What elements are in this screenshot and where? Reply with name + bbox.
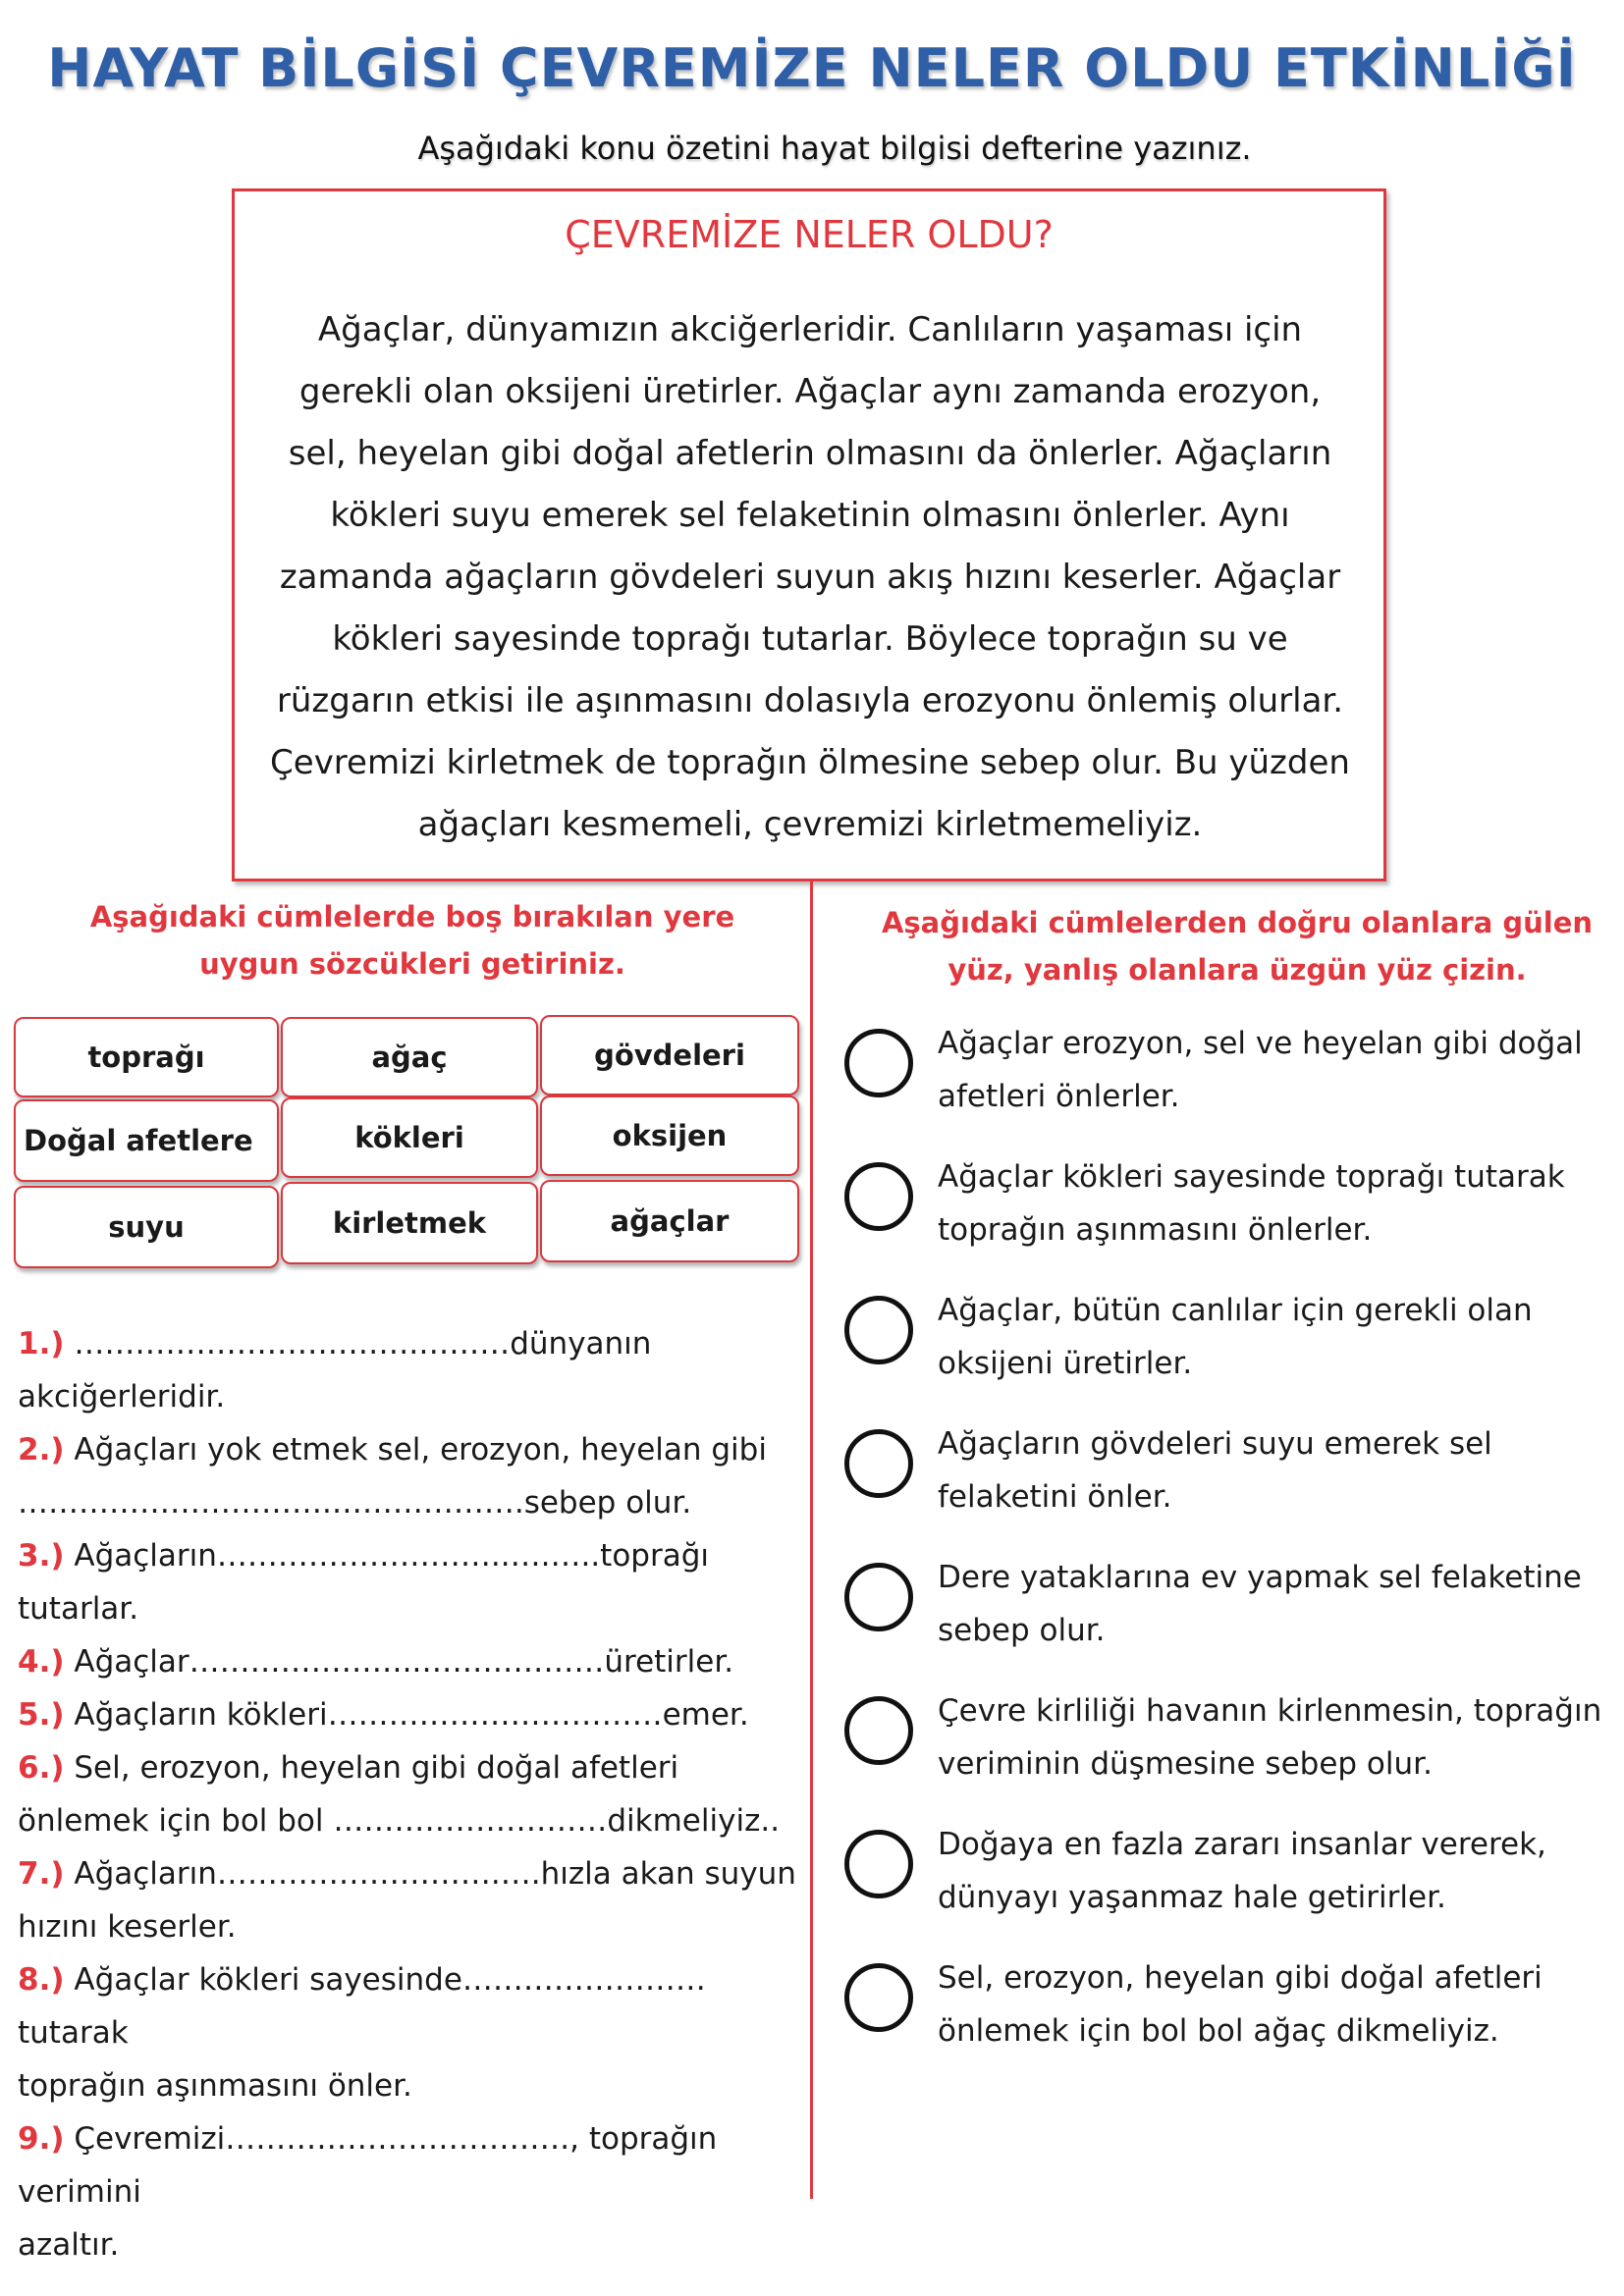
fill-item-number: 8.) [18, 1962, 65, 1998]
tf-item-line: sebep olur. [938, 1613, 1106, 1648]
answer-circle[interactable] [844, 1296, 913, 1364]
fill-item-text: azaltır. [18, 2227, 120, 2263]
fill-item-text: Ağaçlar…………………..………………üretirler. [64, 1644, 734, 1680]
word-box: kökleri [281, 1097, 538, 1178]
answer-circle[interactable] [844, 1563, 913, 1631]
tf-item-text [938, 1551, 1605, 1657]
fill-item [18, 2059, 803, 2112]
fill-item [18, 1423, 803, 1476]
summary-line: kökleri sayesinde toprağı tutarlar. Böylece toprağın su ve [332, 619, 1288, 659]
tf-heading-line: yüz, yanlış olanlara üzgün yüz çizin. [947, 953, 1527, 987]
summary-line: Çevremizi kirletmek de toprağın ölmesine sebep olur. Bu yüzden [270, 743, 1350, 782]
answer-circle[interactable] [844, 1429, 913, 1498]
fill-item-text: Ağaçların………………………..….…..toprağı tutarlar. [18, 1538, 710, 1627]
fill-item [18, 1688, 803, 1741]
fill-item-text: Ağaçları yok etmek sel, erozyon, heyelan gibi [64, 1432, 767, 1468]
answer-circle[interactable] [844, 1029, 913, 1097]
fill-item-text: ………………………….……………….sebep olur. [18, 1485, 692, 1521]
fill-item-number: 2.) [18, 1432, 65, 1468]
summary-line: gerekli olan oksijeni üretirler. Ağaçlar aynı zamanda erozyon, [298, 372, 1322, 411]
tf-item-text [938, 1818, 1605, 1924]
tf-item [844, 1150, 1610, 1258]
fill-item [18, 1635, 803, 1688]
tf-item-text [938, 1150, 1605, 1256]
fill-heading-line: uygun sözcükleri getiriniz. [199, 947, 625, 981]
summary-box [232, 188, 1386, 881]
word-box: toprağı [14, 1017, 279, 1097]
word-box: suyu [14, 1186, 279, 1268]
fill-item [18, 1794, 803, 1847]
tf-item-line: dünyayı yaşanmaz hale getirirler. [938, 1880, 1446, 1915]
summary-line: sel, heyelan gibi doğal afetlerin olmasını da önlerler. Ağaçların [288, 434, 1332, 473]
fill-item-text: …………………………….………dünyanın akciğerleridir. [18, 1326, 652, 1415]
instruction-text: Aşağıdaki konu özetini hayat bilgisi defterine yazınız. [417, 130, 1252, 167]
fill-item-text: önlemek için bol bol ………………………dikmeliyiz.. [18, 1803, 781, 1839]
tf-item [844, 1818, 1610, 1926]
tf-item-text [938, 1684, 1605, 1790]
fill-item [18, 1847, 803, 1900]
fill-item [18, 1476, 803, 1529]
fill-section-heading [39, 893, 785, 988]
tf-item [844, 1017, 1610, 1125]
word-box: Doğal afetlere [14, 1099, 279, 1182]
tf-item-line: Ağaçlar, bütün canlılar için gerekli olan [938, 1293, 1533, 1328]
tf-item [844, 1284, 1610, 1392]
page-title: HAYAT BİLGİSİ ÇEVREMİZE NELER OLDU ETKİNLİĞİ [47, 37, 1577, 99]
answer-circle[interactable] [844, 1830, 913, 1898]
fill-item-number: 4.) [18, 1644, 65, 1680]
tf-item-line: oksijeni üretirler. [938, 1346, 1193, 1381]
summary-title: ÇEVREMİZE NELER OLDU? [565, 213, 1054, 256]
tf-section-heading [864, 899, 1610, 993]
answer-circle[interactable] [844, 1162, 913, 1231]
word-box: ağaç [281, 1017, 538, 1097]
answer-circle[interactable] [844, 1963, 913, 2032]
fill-item-number: 9.) [18, 2121, 65, 2157]
answer-circle[interactable] [844, 1696, 913, 1765]
fill-list [18, 1317, 803, 2271]
tf-item-line: Dere yataklarına ev yapmak sel felaketine [938, 1560, 1582, 1595]
column-divider [810, 881, 813, 2199]
tf-item [844, 1551, 1610, 1659]
fill-item [18, 1317, 803, 1423]
fill-item-text: Ağaçlar kökleri sayesinde……………………tutarak [18, 1962, 706, 2051]
tf-item-line: felaketini önler. [938, 1479, 1172, 1515]
word-box: kirletmek [281, 1182, 538, 1264]
tf-item-text [938, 1017, 1605, 1123]
tf-item-line: Doğaya en fazla zararı insanlar vererek, [938, 1827, 1546, 1862]
fill-item-text: Ağaçların……………………….….hızla akan suyun [64, 1856, 796, 1892]
summary-line: zamanda ağaçların gövdeleri suyun akış hızını keserler. Ağaçlar [279, 558, 1341, 597]
summary-text [241, 299, 1380, 856]
tf-item-line: Ağaçlar kökleri sayesinde toprağı tutarak [938, 1159, 1565, 1195]
tf-item-line: Ağaçlar erozyon, sel ve heyelan gibi doğal [938, 1026, 1583, 1061]
fill-item-number: 7.) [18, 1856, 65, 1892]
fill-item-number: 6.) [18, 1750, 65, 1786]
tf-item [844, 1684, 1610, 1792]
tf-item-line: Sel, erozyon, heyelan gibi doğal afetleri [938, 1960, 1543, 1996]
fill-item [18, 1900, 803, 1953]
summary-line: kökleri suyu emerek sel felaketinin olmasını önlerler. Aynı [330, 496, 1290, 535]
word-box: ağaçlar [540, 1180, 799, 1262]
word-box: gövdeleri [540, 1015, 799, 1095]
fill-item-text: Sel, erozyon, heyelan gibi doğal afetleri [64, 1750, 679, 1786]
fill-item-number: 5.) [18, 1697, 65, 1733]
tf-item-text [938, 1417, 1605, 1523]
tf-item-text [938, 1284, 1605, 1390]
fill-item [18, 1953, 803, 2059]
tf-item-line: veriminin düşmesine sebep olur. [938, 1746, 1433, 1782]
tf-item-text [938, 1951, 1605, 2057]
fill-item-text: hızını keserler. [18, 1909, 237, 1945]
fill-item [18, 2112, 803, 2218]
tf-item [844, 1417, 1610, 1525]
tf-item-line: Çevre kirliliği havanın kirlenmesin, toprağın [938, 1693, 1602, 1729]
tf-heading-line: Aşağıdaki cümlelerden doğru olanlara gülen [881, 906, 1594, 939]
summary-line: ağaçları kesmemeli, çevremizi kirletmemeliyiz. [417, 805, 1203, 844]
word-box: oksijen [540, 1095, 799, 1176]
tf-item-line: Ağaçların gövdeleri suyu emerek sel [938, 1426, 1492, 1462]
summary-line: Ağaçlar, dünyamızın akciğerleridir. Canlıların yaşaması için [317, 310, 1303, 349]
fill-heading-line: Aşağıdaki cümlelerde boş bırakılan yere [89, 900, 735, 934]
fill-item-number: 1.) [18, 1326, 65, 1362]
tf-item-line: afetleri önlerler. [938, 1079, 1180, 1114]
tf-item-line: toprağın aşınmasını önlerler. [938, 1212, 1373, 1248]
fill-item-text: toprağın aşınmasını önler. [18, 2068, 412, 2104]
summary-line: rüzgarın etkisi ile aşınmasını dolasıyla erozyonu önlemiş olurlar. [276, 681, 1344, 721]
fill-item-text: Ağaçların kökleri……………………………emer. [64, 1697, 749, 1733]
tf-item-line: önlemek için bol bol ağaç dikmeliyiz. [938, 2013, 1499, 2049]
fill-item [18, 1741, 803, 1794]
fill-item [18, 2218, 803, 2271]
fill-item [18, 1529, 803, 1635]
fill-item-text: Çevremizi……………………………., toprağın verimini [18, 2121, 718, 2210]
tf-item [844, 1951, 1610, 2059]
fill-item-number: 3.) [18, 1538, 65, 1574]
